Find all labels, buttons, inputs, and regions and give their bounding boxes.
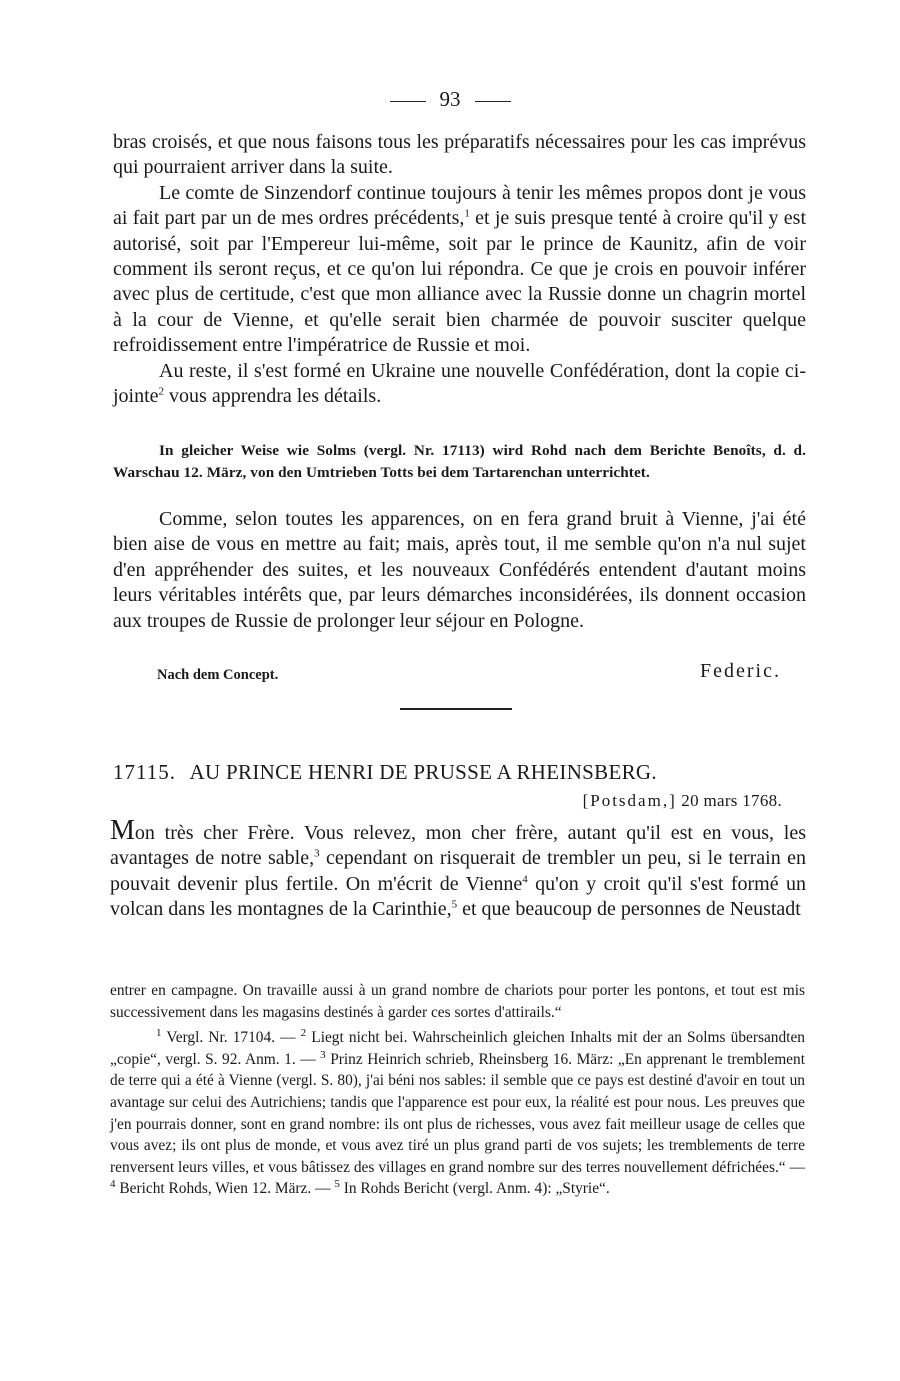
footnote-1: Vergl. Nr. 17104. — bbox=[166, 1029, 296, 1047]
note-ref-4: 4 bbox=[522, 873, 528, 886]
dash-right bbox=[475, 101, 511, 102]
paragraph-comme: Comme, selon toutes les apparences, on en fera grand bruit à Vienne, j'ai été bien aise de vous en mettre au fait; mais, après tout, il me semble qu'on n'a nul sujet d'en appréhender des suites, et les nouveaux Confédérés entendent d'autant moins leurs véritables intérêts que, par leurs démarches inconsidérées, ils donnent occasion aux troupes de Russie de prolonger leur séjour en Pologne. bbox=[113, 508, 806, 632]
letter-heading bbox=[113, 758, 806, 786]
note-ref-3: 3 bbox=[314, 847, 320, 860]
paragraph-ukraine-text-a: Au reste, il s'est formé en Ukraine une nouvelle Confédération, dont la copie ci-jointe bbox=[113, 359, 806, 408]
footnote-3: Prinz Heinrich schrieb, Rheinsberg 16. März: „En apprenant le tremblement de terre qui a été à Vienne (vergl. S. 80), j'ai béni nos sables: il semble que ce pays est destiné d'avoir en tout un avantage sur celui des Autrichiens; tandis que l'apparence est pour eux, la réalité est pour nous. Les preuves que j'en pourrais donner, sont en grand nombre: ils ont plus de richesses, vous avez fait meilleur usage de celles que vous avez; ils ont plus de monde, et vous avez tiré un plus grand parti de vos sujets; les tremblements de terre renversent leurs villes, et vous bâtissez des villages en grand nombre sur des terres nouvellement défrichées.“ — bbox=[110, 1050, 805, 1176]
letter-body-block bbox=[110, 815, 807, 923]
letter-body-text-c: qu'on y croit qu'il s'est formé un volcan dans les montagnes de la Carinthie, bbox=[110, 872, 807, 921]
footnote-mark-5: 5 bbox=[334, 1178, 340, 1191]
letter-body-text-b: cependant on risquerait de trembler un peu, si le terrain en pouvait devenir plus fertile. On m'écrit de Vienne bbox=[110, 847, 806, 895]
footnote-mark-1: 1 bbox=[156, 1027, 162, 1040]
top-text-block bbox=[113, 130, 806, 409]
paragraph-continuation: bras croisés, et que nous faisons tous les préparatifs nécessaires pour les cas imprévus qui pourraient arriver dans la suite. bbox=[113, 131, 806, 179]
initial-letter: M bbox=[110, 815, 135, 846]
footnotes-block bbox=[110, 1027, 805, 1200]
editorial-note: In gleicher Weise wie Solms (vergl. Nr. 17113) wird Rohd nach dem Berichte Benoîts, d. d. Warschau 12. März, von den Umtrieben Totts bei dem Tartarenchan unterrichtet. bbox=[113, 442, 806, 481]
paragraph-comme-block bbox=[113, 507, 806, 634]
paragraph-sinzendorf-text-b: et je suis presque tenté à croire qu'il y est autorisé, soit par l'Empereur lui-même, soit par le prince de Kaunitz, afin de voir comment ils seront reçus, et ce qu'on lui répondra. Ce que je crois en pouvoir inférer avec plus de certitude, c'est que mon alliance avec la Russie donne un chagrin mortel à la cour de Vienne, et qu'elle serait bien charmée de pouvoir susciter quelque refroidissement entre l'impératrice de Russie et moi. bbox=[113, 207, 807, 357]
footnote-mark-3: 3 bbox=[320, 1048, 326, 1061]
footnote-mark-4: 4 bbox=[110, 1178, 116, 1191]
letter-body bbox=[110, 815, 807, 923]
paragraph-sinzendorf bbox=[113, 181, 806, 359]
footnote-area bbox=[110, 980, 805, 1200]
footnote-4: Bericht Rohds, Wien 12. März. — bbox=[119, 1180, 331, 1198]
dash-left bbox=[390, 101, 426, 102]
signature: Federic. bbox=[700, 660, 781, 682]
footnote-2: Liegt nicht bei. Wahrscheinlich gleichen Inhalts mit der an Solms übersandten „copie“, vergl. S. 92. Anm. 1. — bbox=[110, 1029, 805, 1068]
letter-number: 17115. bbox=[113, 760, 176, 784]
footnote-continuation: entrer en campagne. On travaille aussi à un grand nombre de chariots pour porter les pontons, et tout est mis successivement dans les magasins destinés à garder ces sortes d'attirails.“ bbox=[110, 982, 805, 1021]
section-divider bbox=[400, 708, 512, 710]
place: [Potsdam,] bbox=[582, 791, 677, 810]
page-number-line bbox=[0, 84, 900, 114]
footnote-5: In Rohds Bericht (vergl. Anm. 4): „Styrie“. bbox=[343, 1180, 610, 1198]
letter-title: AU PRINCE HENRI DE PRUSSE A RHEINSBERG. bbox=[189, 760, 657, 784]
footnote-mark-2: 2 bbox=[300, 1027, 307, 1040]
note-ref-2: 2 bbox=[158, 385, 165, 398]
letter-body-text-a: on très cher Frère. Vous relevez, mon cher frère, autant qu'il est en vous, les avantages de notre sable, bbox=[110, 822, 806, 870]
letter-body-text-d: et que beaucoup de personnes de Neustadt bbox=[462, 898, 801, 921]
dateline bbox=[113, 789, 782, 813]
source-note: Nach dem Concept. bbox=[157, 667, 279, 683]
note-ref-5: 5 bbox=[451, 898, 458, 911]
paragraph-sinzendorf-text-a: Le comte de Sinzendorf continue toujours à tenir les mêmes propos dont je vous ai fait part par un de mes ordres précédents, bbox=[113, 181, 806, 230]
date: 20 mars 1768. bbox=[681, 791, 782, 810]
paragraph-ukraine bbox=[113, 359, 806, 410]
page-number: 93 bbox=[439, 87, 461, 111]
paragraph-ukraine-text-b: vous apprendra les détails. bbox=[169, 385, 382, 408]
note-ref-1: 1 bbox=[464, 207, 470, 220]
